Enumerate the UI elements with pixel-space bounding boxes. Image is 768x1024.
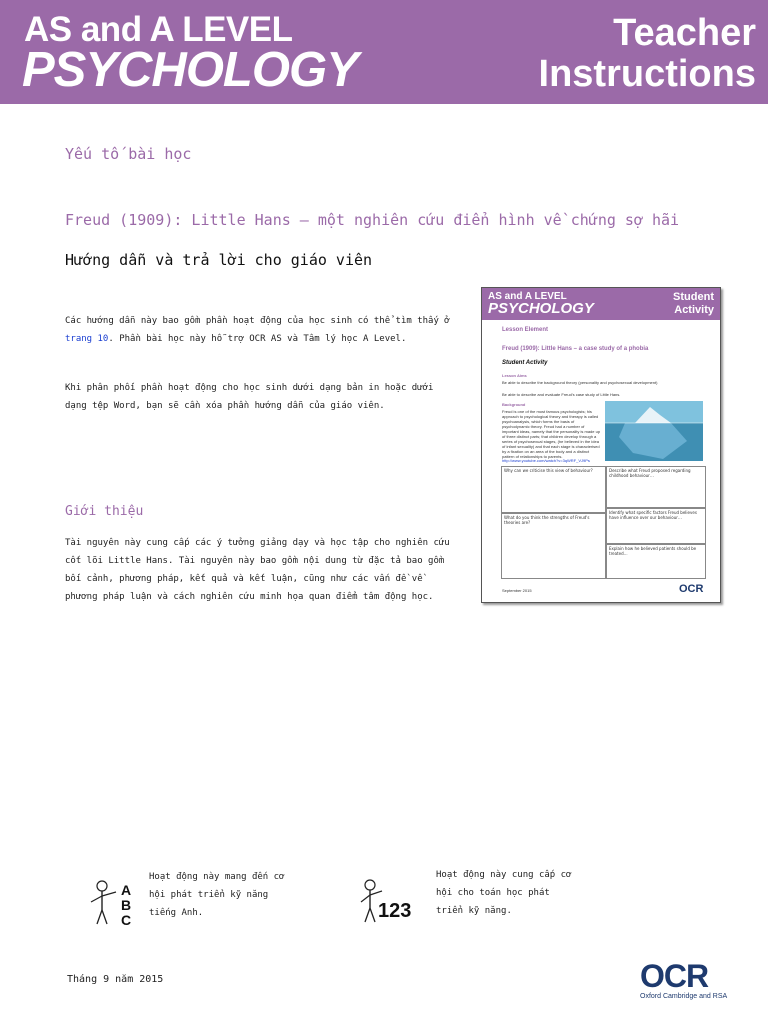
page-10-link[interactable]: trang 10 <box>65 334 109 344</box>
thumbnail-background: Background <box>502 402 526 407</box>
thumbnail-q5: Explain how he believed patients should be treated… <box>609 546 697 556</box>
abc-letter-a: A <box>121 882 132 898</box>
page-title: Freud (1909): Little Hans – một nghiên cứu điển hình về chứng sợ hãi <box>65 211 680 229</box>
iceberg-image <box>605 401 703 461</box>
thumbnail-box-q3 <box>606 508 706 544</box>
thumbnail-q3: Identify what specific factors Freud believes have influence over our behaviour… <box>609 510 697 520</box>
ocr-logo-subtitle: Oxford Cambridge and RSA <box>640 993 728 1000</box>
header-teacher: Teacher <box>613 12 756 54</box>
thumbnail-title: Freud (1909): Little Hans – a case study of a phobia <box>502 346 649 352</box>
thumbnail-box-q4 <box>501 513 606 579</box>
para1-text-a: Các hướng dẫn này bao gồm phần hoạt động của học sinh có thể tìm thấy ở <box>65 316 450 326</box>
abc-letter-b: B <box>121 897 132 913</box>
thumbnail-aim-2: Be able to describe and evaluate Freud's case study of Little Hans. <box>502 392 621 397</box>
thumbnail-q2: Describe what Freud proposed regarding childhood behaviour… <box>609 468 691 478</box>
thumbnail-box-q2 <box>606 466 706 508</box>
thumbnail-psychology: PSYCHOLOGY <box>488 300 594 317</box>
thumbnail-lesson-aims: Lesson Aims <box>502 373 527 378</box>
literacy-abc-icon <box>88 880 138 926</box>
distribution-note: Khi phân phối phần hoạt động cho học sinh dưới dạng bản in hoặc dưới dạng tệp Word, bạn sẽ cần xóa phần hướng dẫn của giáo viên. <box>65 383 434 411</box>
thumbnail-box-q1 <box>501 466 606 513</box>
thumbnail-video-link: http://www.youtube.com/watch?v=3qWRF_VJ9Ps <box>502 458 590 463</box>
thumbnail-background-text: Freud is one of the most famous psychologists; his approach to psychological theory and therapy is called psychoanalysis, which forms the basis of psychodynamic theory. Freud had a number of important ideas, namely that the personality is made up of three distinct parts; that children develop through a series of psychosexual stages, (he believed in the idea of infant sexuality) and that each stage is characterised by a fixation on an area of the body and a distinct pattern of relationships to parents. <box>502 409 601 459</box>
thumbnail-student-activity: Student Activity <box>502 360 548 366</box>
page-header-banner <box>0 0 768 104</box>
footer-date: Tháng 9 năm 2015 <box>67 974 164 985</box>
abc-letter-c: C <box>121 912 132 928</box>
header-as-a-level: AS and A LEVEL <box>24 10 293 49</box>
intro-text: Tài nguyên này cung cấp các ý tưởng giảng dạy và học tập cho nghiên cứu cốt lõi Little Hans. Tài nguyên này bao gồm nội dung từ đặc tả bao gồm bối cảnh, phương pháp, kết quả và kết luận, cũng như các vấn đề về phương pháp luận và cách nghiên cứu minh họa quan điểm tâm động học. <box>65 538 450 602</box>
thumbnail-aim-1: Be able to describe the background theory (personality and psychosexual development) <box>502 380 658 385</box>
thumbnail-box-q5 <box>606 544 706 579</box>
thumbnail-ocr-logo: OCR <box>679 583 704 595</box>
lesson-element-label: Yếu tố bài học <box>65 145 192 163</box>
maths-note: Hoạt động này cung cấp cơ hội cho toán học phát triển kỹ năng. <box>436 870 572 916</box>
thumbnail-activity: Activity <box>674 304 714 316</box>
maths-digits: 123 <box>378 900 412 922</box>
thumbnail-date: September 2015 <box>502 588 532 593</box>
student-activity-thumbnail <box>481 287 721 603</box>
page-subtitle: Hướng dẫn và trả lời cho giáo viên <box>65 251 373 269</box>
thumbnail-header <box>482 288 720 320</box>
intro-heading: Giới thiệu <box>65 504 144 519</box>
thumbnail-q1: Why can we criticise this view of behaviour? <box>504 468 593 473</box>
maths-123-icon <box>358 878 420 924</box>
ocr-logo <box>640 960 740 1000</box>
thumbnail-student: Student <box>673 291 714 303</box>
para1-text-b: . Phần bài học này hỗ trợ OCR AS và Tâm lý học A Level. <box>108 334 407 344</box>
ocr-logo-text: OCR <box>640 958 709 994</box>
thumbnail-as-a-level: AS and A LEVEL <box>488 291 567 302</box>
header-instructions: Instructions <box>538 53 756 95</box>
literacy-note: Hoạt động này mang đến cơ hội phát triển kỹ năng tiếng Anh. <box>149 872 285 918</box>
thumbnail-lesson-element: Lesson Element <box>502 327 549 333</box>
thumbnail-q4: What do you think the strengths of Freud's theories are? <box>504 515 590 525</box>
instructions-paragraph <box>65 312 455 348</box>
header-psychology: PSYCHOLOGY <box>22 43 358 97</box>
